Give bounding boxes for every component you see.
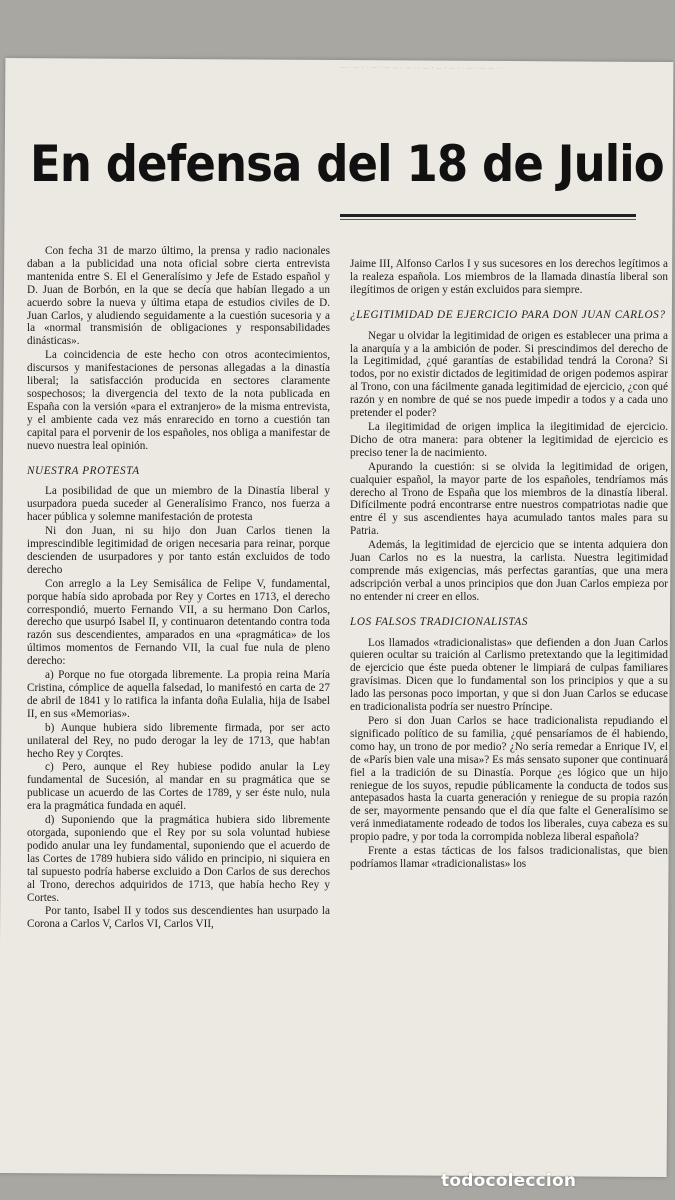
- headline-rule-thin: [340, 219, 636, 220]
- paragraph: Negar u olvidar la legitimidad de origen es establecer una prima a la anarquía y a la ambición de poder. Si prescindimos del derecho de la Legitimidad, ¿qué garantías de estabilidad tendrá la Corona? Si todos, por no existir dictados de legitimidad de origen podemos aspirar al Trono, con una fácilmente ganada legitimidad de ejercicio, ¿con qué razón y en nombre de qué se nos puede impedir a todos y a cada uno pretender el poder?: [350, 329, 668, 420]
- paragraph: b) Aunque hubiera sido libremente firmada, por ser acto unilateral del Rey, no pudo derogar la ley de 1713, que hab!an hecho Rey y Corqtes.: [27, 721, 330, 760]
- paragraph: Frente a estas tácticas de los falsos tradicionalistas, que bien podríamos llamar «tradicionalistas» los: [350, 845, 668, 870]
- section-heading-nuestra-protesta: NUESTRA PROTESTA: [27, 464, 140, 477]
- section-heading-falsos-tradicionalistas: LOS FALSOS TRADICIONALISTAS: [350, 615, 529, 628]
- paragraph: Pero si don Juan Carlos se hace tradicionalista repudiando el significado político de su familia, ¿qué pensaríamos de él habiendo, como hay, un trono de por medio? ¿No sería remedar a Enrique IV, el de «París bien vale una misa»? Es más sensato suponer que continuará fiel a la tradición de su Dinastía. Porque ¿es lógico que un hijo reniegue de los suyos, repudie públicamente la conducta de todos sus antepasados hasta la cuarta generación y reniegue de su propia razón de ser, mayormente pensando que el día que falte el Generalísimo se verá inmediatamente rodeado de todos los liberales, cuya cabeza es su propio padre, y por toda la corrompida nobleza liberal española?: [350, 715, 668, 844]
- paragraph: Además, la legitimidad de ejercicio que se intenta adquiera don Juan Carlos no es la nuestra, la carlista. Nuestra legitimidad comprende más exigencias, más perfectas garantías, que una mera adscripción verbal a unos principios que don Juan Carlos empieza por no entender ni creer en ellos.: [350, 539, 668, 603]
- right-column: [350, 258, 668, 872]
- paragraph: Por tanto, Isabel II y todos sus descendientes han usurpado la Corona a Carlos V, Carlos VI, Carlos VII,: [27, 905, 330, 931]
- paragraph: Ni don Juan, ni su hijo don Juan Carlos tienen la imprescindible legitimidad de origen necesaria para reinar, porque descienden de usurpadores y por tanto están excluidos de todo derecho: [27, 525, 330, 576]
- paragraph: a) Porque no fue otorgada libremente. La propia reina María Cristina, cómplice de aquella falsedad, lo manifestó en carta de 27 de abril de 1841 y lo ratifica la infanta doña Eulalia, hija de Isabel II, en sus «Memorias».: [27, 669, 330, 720]
- paragraph: Con fecha 31 de marzo último, la prensa y radio nacionales daban a la publicidad una nota oficial sobre cierta entrevista mantenida entre S. El el Generalísimo y Jefe de Estado español y D. Juan de Borbón, en la que se decía que habían llegado a un acuerdo sobre la nueva y última etapa de estudios civiles de D. Juan Carlos, y aludiendo seguidamente a la cuestión sucesoria y a la «normal transmisión de obligaciones y responsabilidades dinásticas».: [27, 245, 330, 348]
- paragraph: La posibilidad de que un miembro de la Dinastía liberal y usurpadora pueda suceder al Generalísimo Franco, nos fuerza a hacer pública y solemne manifestación de protesta: [27, 485, 330, 524]
- headline: En defensa del 18 de Julio: [30, 135, 664, 193]
- paragraph: Jaime III, Alfonso Carlos I y sus sucesores en los derechos legítimos a la realeza española. Los miembros de la llamada dinastía liberal son ilegítimos de origen y están excluidos para siempre.: [350, 258, 668, 296]
- section-heading-legitimidad: ¿LEGITIMIDAD DE EJERCICIO PARA DON JUAN CARLOS?: [350, 308, 666, 321]
- bleed-through-text: — · — · · — · — — · — · · — · — · — · · — · — — · ·: [340, 65, 504, 73]
- watermark-logo: todocoleccion: [441, 1171, 577, 1191]
- paragraph: Con arreglo a la Ley Semisálica de Felipe V, fundamental, porque había sido aprobada por Rey y Cortes en 1713, el derecho correspondió, muerto Fernando VII, a su hermano Don Carlos, derecho que usurpó Isabel II, y continuaron detentando contra toda razón sus descendientes, amparados en una «pragmática» de los últimos momentos de Fernando VII, la cual fue nula de pleno derecho:: [27, 577, 330, 668]
- paragraph: d) Suponiendo que la pragmática hubiera sido libremente otorgada, suponiendo que el Rey por su sola voluntad hubiese podido anular una ley fundamental, suponiendo que el acuerdo de las Cortes de 1789 hubiera sido válido en principio, ni siquiera en tal supuesto podría haberse excluido a Don Carlos de sus derechos al Trono, derechos adquiridos de 1713, que había hecho Rey y Cortes.: [27, 814, 330, 904]
- paragraph: La coincidencia de este hecho con otros acontecimientos, discursos y manifestaciones de personas allegadas a la dinastía liberal; la satisfacción producida en sectores claramente sospechosos; la divergencia del texto de la nota publicada en España con la versión «para el extranjero» de la misma entrevista, y el ambiente cada vez más enrarecido en torno a cuestión tan capital para el porvenir de los españoles, nos obliga a manifestar de nuevo nuestra leal opinión.: [27, 349, 330, 452]
- paragraph: Apurando la cuestión: si se olvida la legitimidad de origen, cualquier español, la mayor parte de los españoles, tendríamos más derecho al Trono de España que los miembros de la dinastía liberal. Difícilmente podrá encontrarse entre nuestros compatriotas nadie que entre él y sus ascendientes haya acumulado tantos males para su Patria.: [350, 460, 668, 538]
- paragraph: La ilegitimidad de origen implica la ilegitimidad de ejercicio. Dicho de otra manera: para obtener la legitimidad de ejercicio es preciso tener la de nacimiento.: [350, 420, 668, 459]
- paragraph: c) Pero, aunque el Rey hubiese podido anular la Ley fundamental de Sucesión, al mandar en su pragmática que se publicase un acuerdo de las Cortes de 1789, y ser éste nulo, nula era la pragmática fundada en aquél.: [27, 761, 330, 813]
- left-column: [27, 245, 330, 932]
- headline-rule: [340, 214, 636, 217]
- paragraph: Los llamados «tradicionalistas» que defienden a don Juan Carlos quieren ocultar su traición al Carlismo pretextando que la legitimidad de ejercicio que éste pueda obtener le limpiará de culpas familiares gravísimas. Dicen que lo fundamental son los principios y que a su lado las personas poco importan, y que si don Juan Carlos se educase en tradicionalista podría ser nuestro Príncipe.: [350, 636, 668, 714]
